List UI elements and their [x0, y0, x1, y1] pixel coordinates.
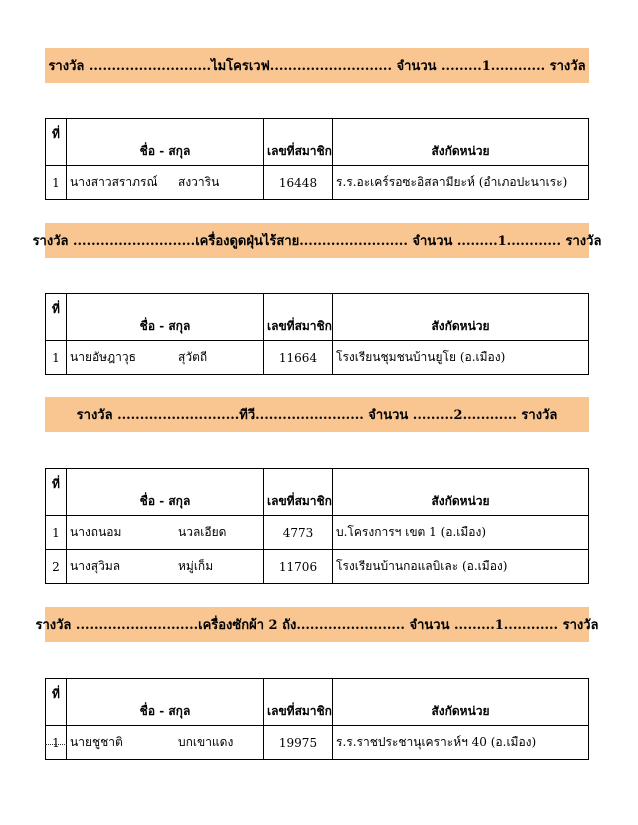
last-name: นวลเอียด [178, 525, 227, 539]
header-name: ชื่อ - สกุล [67, 679, 264, 726]
row-name [67, 726, 264, 760]
row-no: 2 [46, 550, 67, 584]
prize-banner-microwave: รางวัล ...........................ไมโครเวฟ........................... จำนวน .........1............ รางวัล [45, 48, 589, 83]
header-member-id: เลขที่สมาชิก [264, 294, 333, 341]
row-unit: โรงเรียนชุมชนบ้านยูโย (อ.เมือง) [333, 341, 589, 375]
header-name: ชื่อ - สกุล [67, 119, 264, 166]
first-name: นายอัษฎาวุธ [70, 350, 136, 364]
first-name: นางสาวสราภรณ์ [70, 175, 158, 189]
row-unit: ร.ร.อะเคร์รอซะอิสลามียะห์ (อำเภอปะนาเระ) [333, 166, 589, 200]
row-member-id: 11706 [264, 550, 333, 584]
header-name: ชื่อ - สกุล [67, 469, 264, 516]
table-header-row [46, 119, 589, 166]
row-name [67, 341, 264, 375]
table-row [46, 550, 589, 584]
table-header-row [46, 294, 589, 341]
header-no: ที่ [46, 679, 67, 726]
row-name [67, 166, 264, 200]
first-name: นางถนอม [70, 525, 122, 539]
table-row [46, 726, 589, 760]
header-unit: สังกัดหน่วย [333, 469, 589, 516]
row-no: 1 [46, 726, 67, 760]
prize-banner-tv: รางวัล ...........................ทีวี........................ จำนวน .........2............ รางวัล [45, 397, 589, 432]
row-unit: โรงเรียนบ้านกอแลบิเละ (อ.เมือง) [333, 550, 589, 584]
header-name: ชื่อ - สกุล [67, 294, 264, 341]
last-name: สุวัตถี [178, 350, 208, 364]
first-name: นายชูชาติ [70, 735, 123, 749]
winners-table-tv [45, 468, 589, 584]
last-name: สงวาริน [178, 175, 220, 189]
header-member-id: เลขที่สมาชิก [264, 679, 333, 726]
winners-table-washing-machine [45, 678, 589, 760]
winners-table-vacuum [45, 293, 589, 375]
table-row [46, 166, 589, 200]
winners-table-microwave [45, 118, 589, 200]
row-unit: ร.ร.ราชประชานุเคราะห์ฯ 40 (อ.เมือง) [333, 726, 589, 760]
table-header-row [46, 679, 589, 726]
row-unit: บ.โครงการฯ เขต 1 (อ.เมือง) [333, 516, 589, 550]
last-name: หมู่เก็ม [178, 559, 214, 573]
header-no: ที่ [46, 469, 67, 516]
header-unit: สังกัดหน่วย [333, 679, 589, 726]
first-name: นางสุวิมล [70, 559, 121, 573]
header-no: ที่ [46, 294, 67, 341]
prize-banner-vacuum: รางวัล ...........................เครื่องดูดฝุ่นไร้สาย........................ จำนวน .........1............ รางวัล [45, 223, 589, 258]
table-row [46, 516, 589, 550]
row-member-id: 11664 [264, 341, 333, 375]
row-name [67, 516, 264, 550]
row-member-id: 19975 [264, 726, 333, 760]
row-no: 1 [46, 341, 67, 375]
header-member-id: เลขที่สมาชิก [264, 119, 333, 166]
table-header-row [46, 469, 589, 516]
dotted-divider [45, 744, 67, 745]
row-no: 1 [46, 516, 67, 550]
row-name [67, 550, 264, 584]
header-unit: สังกัดหน่วย [333, 294, 589, 341]
header-unit: สังกัดหน่วย [333, 119, 589, 166]
row-no: 1 [46, 166, 67, 200]
row-member-id: 16448 [264, 166, 333, 200]
table-row [46, 341, 589, 375]
last-name: บกเขาแดง [178, 735, 234, 749]
prize-banner-washing-machine: รางวัล ...........................เครื่องซักผ้า 2 ถัง........................ จำนวน .........1............ รางวัล [45, 607, 589, 642]
header-no: ที่ [46, 119, 67, 166]
header-member-id: เลขที่สมาชิก [264, 469, 333, 516]
row-member-id: 4773 [264, 516, 333, 550]
